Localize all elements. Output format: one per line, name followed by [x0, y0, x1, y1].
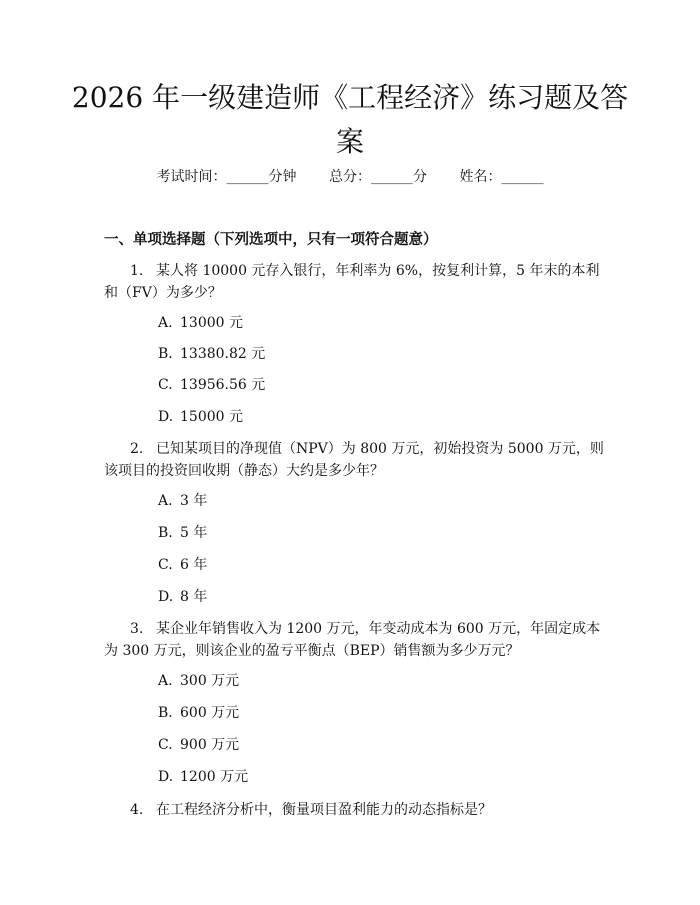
- option-text: 3 年: [180, 493, 208, 509]
- page-title: [0, 76, 700, 164]
- title-line-1: 2026 年一级建造师《工程经济》练习题及答: [71, 81, 629, 114]
- option-letter: B.: [158, 525, 173, 541]
- option-letter: D.: [158, 589, 174, 605]
- exam-meta: [0, 167, 700, 187]
- question-number: 1.: [130, 263, 144, 279]
- question-number: 4.: [130, 802, 144, 818]
- title-line-2: 案: [335, 125, 364, 158]
- option-text: 300 万元: [180, 673, 240, 689]
- option-text: 13380.82 元: [180, 346, 266, 362]
- option-letter: A.: [158, 493, 173, 509]
- option-letter: C.: [158, 377, 173, 393]
- option-letter: A.: [158, 673, 173, 689]
- option-3d: [158, 767, 248, 787]
- option-text: 13956.56 元: [180, 377, 266, 393]
- question-number: 3.: [130, 621, 144, 637]
- option-text: 1200 万元: [180, 769, 249, 785]
- option-2c: [158, 555, 207, 575]
- option-3b: [158, 703, 239, 723]
- option-1d: [158, 407, 243, 427]
- option-2a: [158, 491, 207, 511]
- option-text: 900 万元: [180, 737, 240, 753]
- option-3c: [158, 735, 239, 755]
- option-1a: [158, 313, 243, 333]
- option-1c: [158, 375, 265, 395]
- question-number: 2.: [130, 441, 144, 457]
- option-letter: A.: [158, 315, 173, 331]
- question-text: 在工程经济分析中，衡量项目盈利能力的动态指标是？: [156, 802, 492, 818]
- option-text: 6 年: [180, 557, 208, 573]
- option-2d: [158, 587, 207, 607]
- total-score: 总分：______分: [329, 169, 427, 185]
- question-3: [104, 618, 604, 662]
- question-text: 某企业年销售收入为 1200 万元，年变动成本为 600 万元，年固定成本为 300 万元，则该企业的盈亏平衡点（BEP）销售额为多少万元？: [104, 621, 601, 659]
- option-text: 5 年: [180, 525, 208, 541]
- option-text: 15000 元: [180, 409, 243, 425]
- option-text: 8 年: [180, 589, 208, 605]
- student-name: 姓名：______: [459, 169, 544, 185]
- option-letter: B.: [158, 705, 173, 721]
- question-4: [104, 799, 604, 821]
- option-3a: [158, 671, 239, 691]
- option-letter: D.: [158, 409, 174, 425]
- option-1b: [158, 344, 265, 364]
- option-2b: [158, 523, 207, 543]
- option-text: 13000 元: [180, 315, 243, 331]
- question-text: 某人将 10000 元存入银行，年利率为 6%，按复利计算，5 年末的本利和（FV）为多少？: [104, 263, 600, 301]
- question-text: 已知某项目的净现值（NPV）为 800 万元，初始投资为 5000 万元，则该项目的投资回收期（静态）大约是多少年？: [104, 441, 604, 479]
- option-letter: B.: [158, 346, 173, 362]
- option-letter: C.: [158, 557, 173, 573]
- section-heading-single-choice: 一、单项选择题（下列选项中，只有一项符合题意）: [104, 231, 438, 248]
- option-text: 600 万元: [180, 705, 240, 721]
- question-2: [104, 438, 604, 482]
- exam-time: 考试时间：______分钟: [156, 169, 297, 185]
- question-1: [104, 260, 604, 304]
- option-letter: D.: [158, 769, 174, 785]
- option-letter: C.: [158, 737, 173, 753]
